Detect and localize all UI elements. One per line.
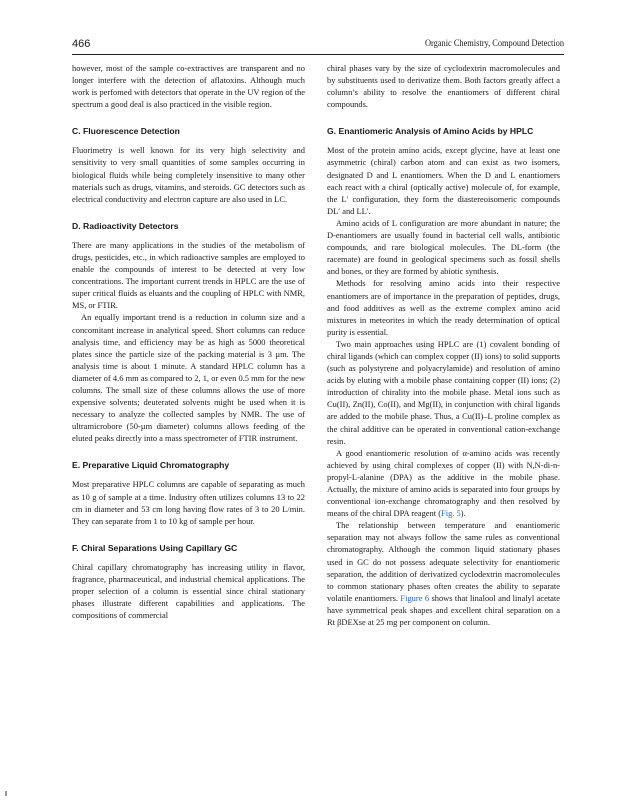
figure-6-link[interactable]: Figure 6 — [400, 592, 430, 603]
right-column — [327, 62, 560, 628]
paragraph-6-text-b: shows that linalool and linalyl acetate have symmetrical peak shapes and excellent chiral separation on a Rt βDEXse at 25 mg per component on column. — [327, 592, 561, 628]
section-g-heading: G. Enantiomeric Analysis of Amino Acids by HPLC — [327, 126, 534, 137]
paragraph-5-text-a: A good enantiomeric resolution of α-amino acids was recently achieved by using chiral complexes of copper (II) with N,N-di-n-propyl-L-alanine (DPA) as the additive in the mobile phase. Actually, the mixture of amino acids is separated into four groups by conventional ion-exchange chromatography and then resolved by means of the chiral DPA reagent ( — [327, 447, 560, 519]
section-f-heading: F. Chiral Separations Using Capillary GC — [72, 542, 238, 553]
left-column — [72, 62, 305, 621]
header-rule — [72, 54, 564, 55]
running-head: Organic Chemistry, Compound Detection — [424, 39, 564, 49]
page-number: 466 — [72, 38, 91, 50]
section-g-paragraph-6 — [327, 519, 560, 628]
section-g-paragraph-5 — [327, 447, 560, 520]
section-d-paragraph-1: There are many applications in the studies of the metabolism of drugs, pesticides, etc., in which radioactive samples are employed to enable the compounds of interest to be detected at very low concentrations. The important current trends in HPLC are the use of super critical fluids as eluants and the coupling of HPLC with NMR, MS, or FTIR. — [72, 239, 305, 311]
continued-paragraph: chiral phases vary by the size of cyclodextrin macromolecules and by substituents used to derivatize them. Both factors greatly affect a column’s ability to resolve the enantiomers of different chiral compounds. — [327, 63, 560, 110]
section-f-paragraph: Chiral capillary chromatography has increasing utility in flavor, fragrance, pharmaceutical, and industrial chemical applications. The proper selection of a column is essential since chiral stationary phases illustrate different capabilities and applications. The compositions of commercial — [72, 561, 305, 621]
section-d-heading: D. Radioactivity Detectors — [72, 220, 179, 231]
section-e-heading: E. Preparative Liquid Chromatography — [72, 460, 230, 471]
section-g-paragraph-3: Methods for resolving amino acids into their respective enantiomers are of importance in the preparation of peptides, drugs, and food additives as well as the extreme complex amino acid mixtures in meteorites in which the ready determination of optical purity is essential. — [327, 278, 560, 337]
section-e-paragraph: Most preparative HPLC columns are capable of separating as much as 10 g of sample at a time. Industry often utilizes columns 13 to 22 cm in diameter and 53 cm long having flow rates of 3 to 20 L/min. They can separate from 1 to 10 kg of sample per hour. — [72, 479, 305, 526]
paragraph-6-text-a: The relationship between temperature and enantiomeric separation may not always follow the same rules as conventional chromatography. Although the common liquid stationary phases used in GC do not possess adequate selectivity for enantiomeric separation, the addition of derivatized cyclodextrin macromolecules to common stationary phases often creates the ability to separate volatile enantiomers. — [327, 520, 560, 603]
intro-paragraph: however, most of the sample co-extractives are transparent and no longer interfere with the detection of aflatoxins. Although much work is perfomed with detectors that operate in the UV region of the spectrum a good deal is also practiced in the visible region. — [72, 63, 305, 110]
section-c-heading: C. Fluorescence Detection — [72, 126, 180, 137]
fig-5-link[interactable]: Fig. 5 — [441, 508, 461, 519]
corner-mark — [5, 791, 7, 796]
section-d-paragraph-2: An equally important trend is a reduction in column size and a concomitant increase in analytical speed. Short columns can reduce analysis time, and efficiency may be as high as 5000 theoretical plates since the particle size of the packing material is 3 µm. The analysis time is about 1 minute. A standard HPLC column has a diameter of 4.6 mm as compared to 2, 1, or even 0.5 mm for the new columns. The small size of these columns allows the use of more expensive solvents; deuterated solvents might be used when it is necessary to analyze the collected samples by NMR. The use of ultramicrobore (50-µm diameter) columns allows feeding of the eluted peaks directly into a mass spectrometer of FTIR instrument. — [72, 312, 305, 444]
section-g-paragraph-1: Most of the protein amino acids, except glycine, have at least one asymmetric (chiral) carbon atom and can exist as two isomers, designated D and L enantiomers. When the D and L enantiomers each react with a chiral (optically active) molecule of, for example, the L′ configuration, they form the diastereoisomeric compounds DL′ and LL′. — [327, 145, 560, 216]
section-g-paragraph-4: Two main approaches using HPLC are (1) covalent bonding of chiral ligands (which can complex copper (II) ions) to solid supports (such as polystyrene and polyacrylamide) and resolution of amino acids by eluting with a mobile phase containing copper (II) ions; (2) introduction of chirality into the mobile phase. Metal ions such as Cu(II), Zn(II), Co(II), and Mg(II), in conjunction with chiral ligands are added to the mobile phase. Thus, a Cu(II)–L proline complex as the chiral additive can be operated in conventional cation-exchange resin. — [327, 338, 560, 446]
section-g-paragraph-2: Amino acids of L configuration are more abundant in nature; the D-enantiomers are usually found in bacterial cell walls, antibiotic compounds, and rare biological molecules. The DL-form (the racemate) are found in geological specimens such as fossil shells and bones, or they are formed by abiotic synthesis. — [327, 217, 560, 277]
section-c-paragraph: Fluorimetry is well known for its very high selectivity and sensitivity to very small quantities of some samples occurring in biological fluids while being completely insensitive to many other materials such as drugs, vitamins, and steroids. GC detectors such as electrical conductivity and electron capture are also used in LC. — [72, 145, 305, 204]
paragraph-5-text-b: ). — [460, 508, 466, 519]
